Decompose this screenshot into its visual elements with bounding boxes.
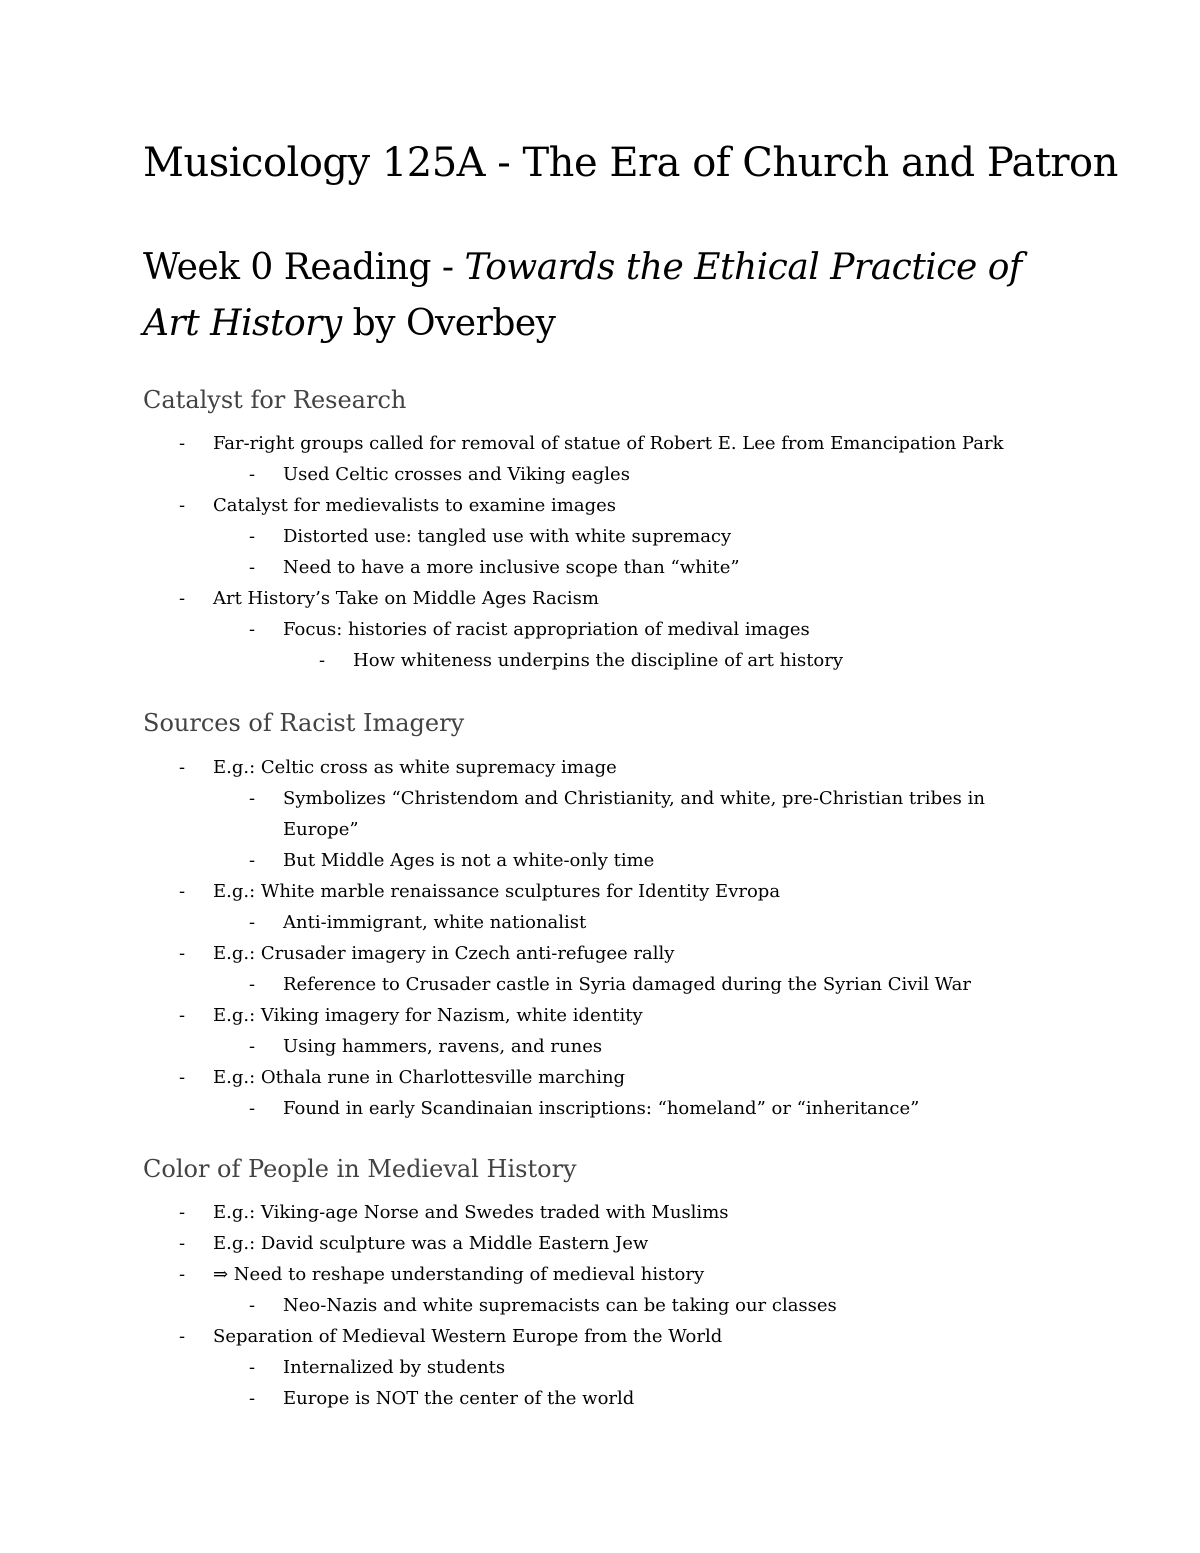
list-item: - Using hammers, ravens, and runes: [143, 1031, 1063, 1062]
list-item: - Far-right groups called for removal of statue of Robert E. Lee from Emancipation Park: [143, 428, 1063, 459]
list-item: - But Middle Ages is not a white-only time: [143, 845, 1063, 876]
list-item: - ⇒ Need to reshape understanding of medieval history: [143, 1259, 1063, 1290]
list-item: - E.g.: Celtic cross as white supremacy image: [143, 752, 1063, 783]
list-item: - Catalyst for medievalists to examine images: [143, 490, 1063, 521]
bullet-dash: -: [249, 619, 256, 640]
list-item: - E.g.: David sculpture was a Middle Eastern Jew: [143, 1228, 1063, 1259]
bullet-dash: -: [179, 1264, 186, 1285]
bullet-dash: -: [179, 433, 186, 454]
section-list-sources: [143, 752, 1063, 1124]
subtitle-prefix: Week 0 Reading -: [143, 247, 465, 288]
section-list-color-of-people: [143, 1197, 1063, 1414]
bullet-dash: -: [249, 1388, 256, 1409]
bullet-dash: -: [249, 557, 256, 578]
bullet-dash: -: [249, 464, 256, 485]
bullet-dash: -: [179, 1005, 186, 1026]
section-heading-color-of-people: Color of People in Medieval History: [143, 1155, 577, 1183]
section-heading-catalyst: Catalyst for Research: [143, 386, 407, 414]
list-item: - E.g.: Viking-age Norse and Swedes traded with Muslims: [143, 1197, 1063, 1228]
bullet-dash: -: [179, 881, 186, 902]
list-item: - E.g.: White marble renaissance sculptures for Identity Evropa: [143, 876, 1063, 907]
document-subtitle: [143, 240, 1073, 352]
document-title: Musicology 125A - The Era of Church and Patron: [143, 140, 1118, 186]
bullet-dash: -: [249, 974, 256, 995]
bullet-dash: -: [249, 1036, 256, 1057]
list-item: - Found in early Scandinaian inscriptions: “homeland” or “inheritance”: [143, 1093, 1063, 1124]
subtitle-suffix: by Overbey: [341, 303, 556, 344]
bullet-dash: -: [179, 495, 186, 516]
bullet-dash: -: [249, 912, 256, 933]
bullet-dash: -: [179, 588, 186, 609]
list-item: - Need to have a more inclusive scope than “white”: [143, 552, 1063, 583]
bullet-dash: -: [249, 1098, 256, 1119]
bullet-dash: -: [249, 1295, 256, 1316]
list-item: - E.g.: Othala rune in Charlottesville marching: [143, 1062, 1063, 1093]
bullet-dash: -: [179, 943, 186, 964]
list-item: - Internalized by students: [143, 1352, 1063, 1383]
bullet-dash: -: [319, 650, 326, 671]
bullet-dash: -: [249, 526, 256, 547]
list-item: - Focus: histories of racist appropriation of medival images: [143, 614, 1063, 645]
section-heading-sources: Sources of Racist Imagery: [143, 709, 465, 737]
bullet-dash: -: [249, 788, 256, 809]
list-item: - E.g.: Crusader imagery in Czech anti-refugee rally: [143, 938, 1063, 969]
bullet-dash: -: [249, 1357, 256, 1378]
bullet-dash: -: [249, 850, 256, 871]
list-item: - Symbolizes “Christendom and Christianity, and white, pre-Christian tribes in Europe”: [143, 783, 1023, 845]
bullet-dash: -: [179, 1067, 186, 1088]
subtitle-italic-work-title: Towards the Ethical Practice of Art History: [143, 247, 1022, 344]
list-item: - Reference to Crusader castle in Syria damaged during the Syrian Civil War: [143, 969, 1063, 1000]
bullet-dash: -: [179, 1326, 186, 1347]
list-item: - Europe is NOT the center of the world: [143, 1383, 1063, 1414]
bullet-dash: -: [179, 1202, 186, 1223]
list-item: - Distorted use: tangled use with white supremacy: [143, 521, 1063, 552]
list-item: - How whiteness underpins the discipline of art history: [143, 645, 1063, 676]
bullet-dash: -: [179, 757, 186, 778]
list-item: - Separation of Medieval Western Europe from the World: [143, 1321, 1063, 1352]
section-list-catalyst: [143, 428, 1063, 676]
list-item: - Art History’s Take on Middle Ages Racism: [143, 583, 1063, 614]
bullet-dash: -: [179, 1233, 186, 1254]
list-item: - E.g.: Viking imagery for Nazism, white identity: [143, 1000, 1063, 1031]
list-item: - Used Celtic crosses and Viking eagles: [143, 459, 1063, 490]
list-item: - Anti-immigrant, white nationalist: [143, 907, 1063, 938]
list-item: - Neo-Nazis and white supremacists can be taking our classes: [143, 1290, 1063, 1321]
